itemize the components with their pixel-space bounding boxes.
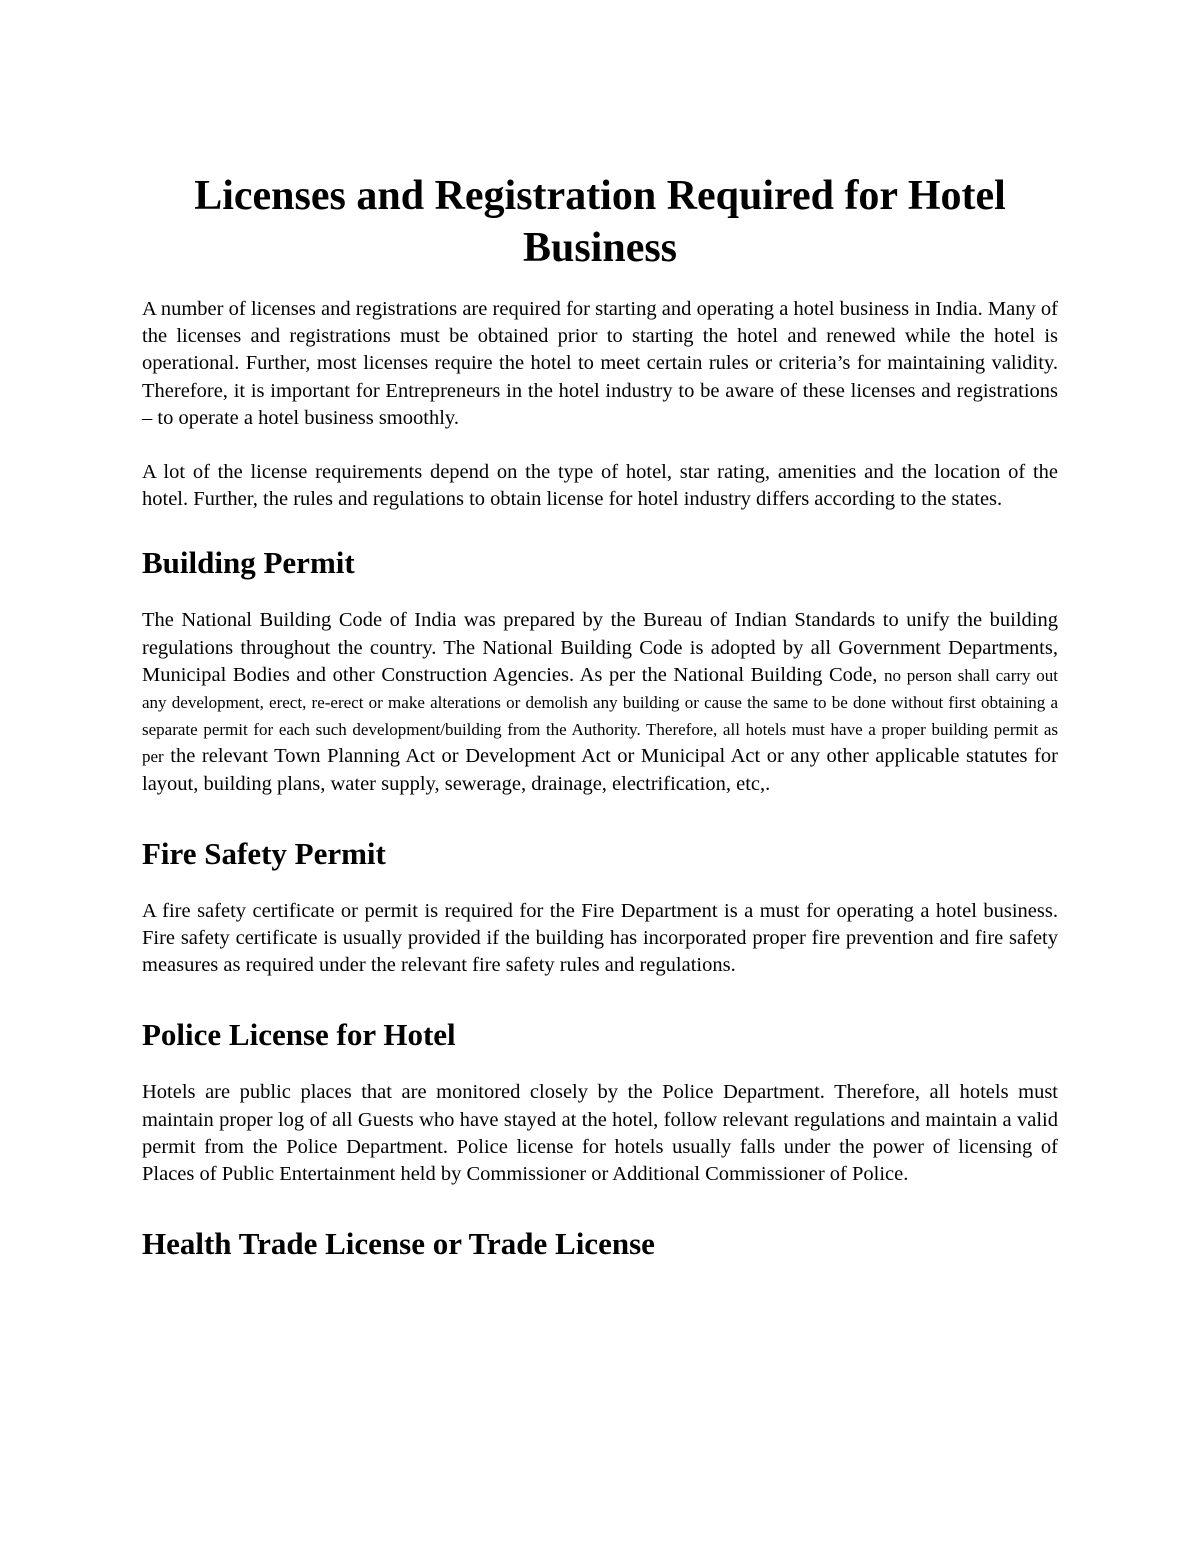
building-text-c: the relevant Town Planning Act or Development Act or Municipal Act or any other applicable statutes for layout, building plans, water supply, sewerage, drainage, electrification, etc,. xyxy=(142,745,1058,795)
intro-paragraph-1: A number of licenses and registrations are required for starting and operating a hotel business in India. Many of the licenses and registrations must be obtained prior to starting the hotel and renewed while the hotel is operational. Further, most licenses require the hotel to meet certain rules or criteria’s for maintaining validity. Therefore, it is important for Entrepreneurs in the hotel industry to be aware of these licenses and registrations – to operate a hotel business smoothly. xyxy=(142,298,1058,429)
fire-safety-paragraph: A fire safety certificate or permit is required for the Fire Department is a must for operating a hotel business. Fire safety certificate is usually provided if the building has incorporated proper fire prevention and fire safety measures as required under the relevant fire safety rules and regulations. xyxy=(142,899,1058,977)
heading-police-license: Police License for Hotel xyxy=(142,1017,456,1053)
building-text-a: The National Building Code of India was prepared by the Bureau of Indian Standards to unify the building regulations throughout the country. The National Building Code is adopted by all Government Departments, Municipal Bodies and other Construction Agencies. As per the National Building Code, xyxy=(142,609,1058,686)
heading-fire-safety-permit: Fire Safety Permit xyxy=(142,835,386,871)
building-text-b: no person shall carry out any development, erect, re-erect or make alterations or demolish any building or cause the same to be done without first obtaining a separate permit for each such development/building from the Authority. Therefore, all hotels must have a proper building permit as per xyxy=(142,665,1058,767)
document-page xyxy=(142,170,1058,1262)
document-title: Licenses and Registration Required for Hotel Business xyxy=(194,173,1006,271)
heading-health-trade-license: Health Trade License or Trade License xyxy=(142,1226,655,1262)
building-permit-paragraph xyxy=(142,607,1058,797)
intro-paragraph-2: A lot of the license requirements depend on the type of hotel, star rating, amenities and the location of the hotel. Further, the rules and regulations to obtain license for hotel industry differs according to the states. xyxy=(142,461,1058,511)
police-license-paragraph: Hotels are public places that are monitored closely by the Police Department. Therefore, all hotels must maintain proper log of all Guests who have stayed at the hotel, follow relevant regulations and maintain a valid permit from the Police Department. Police license for hotels usually falls under the power of licensing of Places of Public Entertainment held by Commissioner or Additional Commissioner of Police. xyxy=(142,1081,1058,1186)
heading-building-permit: Building Permit xyxy=(142,545,355,581)
